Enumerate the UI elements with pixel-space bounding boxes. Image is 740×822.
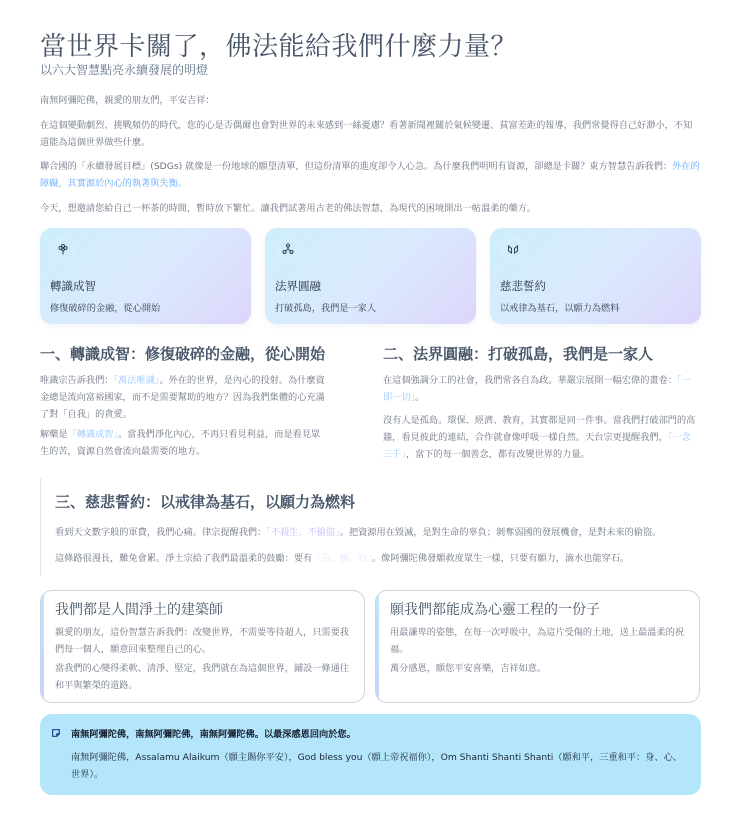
box-title: 我們都是人間淨土的建築師 <box>55 602 223 618</box>
card-subtitle: 修復破碎的金融，從心開始 <box>50 303 161 314</box>
section-3-paragraph-1 <box>55 524 700 541</box>
closing-box-engineering <box>375 590 700 703</box>
card-dharma-realm[interactable] <box>265 228 476 324</box>
footer-heading: 南無阿彌陀佛，南無阿彌陀佛，南無阿彌陀佛。以最深感恩回向於您。 <box>71 729 356 740</box>
card-title: 慈悲誓約 <box>500 279 546 293</box>
section-2-heading: 二、法界圓融：打破孤島，我們是一家人 <box>383 345 654 363</box>
closing-box-architect <box>40 590 365 703</box>
section-2-paragraph-2 <box>383 412 698 463</box>
text: 唯識宗告訴我們： <box>40 375 114 386</box>
network-icon <box>275 236 301 262</box>
text: 。 <box>415 392 425 403</box>
text: 。像阿彌陀佛發願救度眾生一樣，只要有願力，滴水也能穿石。 <box>371 553 630 564</box>
card-compassion-vow[interactable] <box>490 228 701 324</box>
card-title: 轉識成智 <box>50 279 96 293</box>
box-paragraph-1: 親愛的朋友，這份智慧告訴我們：改變世界，不需要等待超人，只需要我們每一個人，願意回來整理自己的心。 <box>55 627 349 655</box>
section-3 <box>40 478 701 576</box>
box-paragraph-2: 當我們的心變得柔軟、清淨、堅定，我們就在為這個世界，鋪設一條通往和平與繁榮的道路。 <box>55 663 349 691</box>
intro-p2-text: 聯合國的「永續發展目標」(SDGs) 就像是一份地球的願望清單，但這份清單的進度卻令人心急。為什麼我們明明有資源，卻總是卡關？東方智慧告訴我們： <box>40 161 673 172</box>
section-1-paragraph-1 <box>40 372 325 423</box>
page-subtitle: 以六大智慧點亮永續發展的明燈 <box>40 63 209 77</box>
greeting: 南無阿彌陀佛，親愛的朋友們，平安吉祥： <box>40 95 215 106</box>
section-3-paragraph-2 <box>55 550 700 567</box>
highlight: 「轉識成智」 <box>67 429 119 440</box>
section-1-paragraph-2 <box>40 426 325 460</box>
highlight: 「一念三千」 <box>383 432 691 460</box>
intro-paragraph-3: 今天，想邀請您給自己一杯茶的時間，暫時放下繁忙。讓我們試著用古老的佛法智慧，為現代的困境開出一帖溫柔的藥方。 <box>40 203 537 214</box>
text: 看到天文數字般的軍費，我們心痛。律宗提醒我們： <box>55 527 267 538</box>
highlight: 「不殺生、不偷盜」 <box>266 527 340 538</box>
box-blessing: 萬分感恩，願您平安喜樂，吉祥如意。 <box>390 663 547 674</box>
intro-p2-highlight: 外在的障礙，其實源於內心的執著與失衡。 <box>40 161 700 189</box>
highlight: 「一即一切」 <box>383 375 691 403</box>
footer-body: 南無阿彌陀佛，Assalamu Alaikum（願主賜你平安），God bless you（願上帝祝福你），Om Shanti Shanti Shanti（願和平，三重和平：身、心、世界）。 <box>71 752 682 780</box>
highlight: 「信、願、行」 <box>312 553 372 564</box>
card-subtitle: 打破孤島，我們是一家人 <box>275 303 377 314</box>
text: ，當下的每一個善念，都有改變世界的力量。 <box>405 449 590 460</box>
intro-paragraph-2 <box>40 158 700 192</box>
text: 。把資源用在毀滅，是對生命的辜負；剝奪弱國的發展機會，是對未來的偷盜。 <box>339 527 662 538</box>
card-title: 法界圓融 <box>275 279 321 293</box>
flower-icon <box>50 236 76 262</box>
wisdom-cards <box>40 228 701 324</box>
note-icon <box>51 728 61 738</box>
text: 。外在的世界，是內心的投射。為什麼資金總是流向富裕國家，而不是需要幫助的地方？因為我們集體的心充滿了對「自我」的貪愛。 <box>40 375 325 420</box>
text: 。當我們淨化內心，不再只看見利益，而是看見眾生的苦，資源自然會流向最需要的地方。 <box>40 429 321 457</box>
highlight: 「萬法唯識」 <box>113 375 160 386</box>
page-title: 當世界卡關了，佛法能給我們什麼力量？ <box>40 32 518 62</box>
dedication-footer <box>40 714 701 795</box>
section-2-paragraph-1 <box>383 372 698 406</box>
text: 這條路很漫長，難免會累。淨土宗給了我們最溫柔的鼓勵：要有 <box>55 553 313 564</box>
section-1-heading: 一、轉識成智：修復破碎的金融，從心開始 <box>40 345 326 363</box>
text: 在這個強調分工的社會，我們常各自為政。華嚴宗展開一幅宏偉的畫卷： <box>383 375 677 386</box>
section-3-heading: 三、慈悲誓約：以戒律為基石，以願力為燃料 <box>55 493 356 511</box>
intro-paragraph-1: 在這個變動劇烈、挑戰頻仍的時代，您的心是否偶爾也會對世界的未來感到一絲憂慮？看著新聞裡關於氣候變遷、貧富差距的報導，我們常覺得自己好渺小，不知道能為這個世界做些什麼。 <box>40 120 693 148</box>
card-subtitle: 以戒律為基石，以願力為燃料 <box>500 303 620 314</box>
text: 解藥是 <box>40 429 68 440</box>
card-transform-wisdom[interactable] <box>40 228 251 324</box>
praying-hands-icon <box>500 236 526 262</box>
box-paragraph-1: 用最謙卑的姿態，在每一次呼吸中，為這片受傷的土地，送上最溫柔的祝福。 <box>390 627 684 655</box>
text: 沒有人是孤島。環保、經濟、教育，其實都是同一件事。當我們打破部門的高牆，看見彼此的連結，合作就會像呼吸一樣自然。天台宗更提醒我們， <box>383 415 696 443</box>
box-title: 願我們都能成為心靈工程的一份子 <box>390 602 600 618</box>
